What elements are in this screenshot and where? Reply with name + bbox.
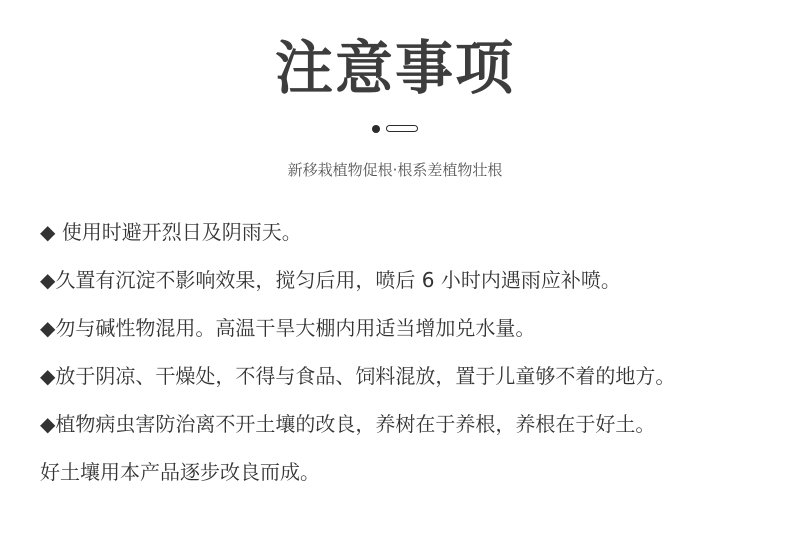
page-title: 注意事项 (274, 34, 515, 102)
note-item-3: ◆勿与碱性物混用。高温干旱大棚内用适当增加兑水量。 (40, 316, 536, 340)
divider-dot-icon (372, 125, 380, 133)
note-item-2: ◆久置有沉淀不影响效果，搅匀后用，喷后 6 小时内遇雨应补喷。 (40, 268, 621, 292)
note-item-6: 好土壤用本产品逐步改良而成。 (40, 460, 320, 484)
divider-pill-icon (386, 125, 418, 132)
note-item-1: ◆ 使用时避开烈日及阴雨天。 (40, 220, 302, 244)
title-divider (372, 124, 432, 134)
notes-list (40, 208, 780, 496)
note-item-5: ◆植物病虫害防治离不开土壤的改良，养树在于养根，养根在于好土。 (40, 412, 656, 436)
subtitle: 新移栽植物促根·根系差植物壮根 (287, 161, 503, 179)
note-item-4: ◆放于阴凉、干燥处，不得与食品、饲料混放，置于儿童够不着的地方。 (40, 364, 676, 388)
